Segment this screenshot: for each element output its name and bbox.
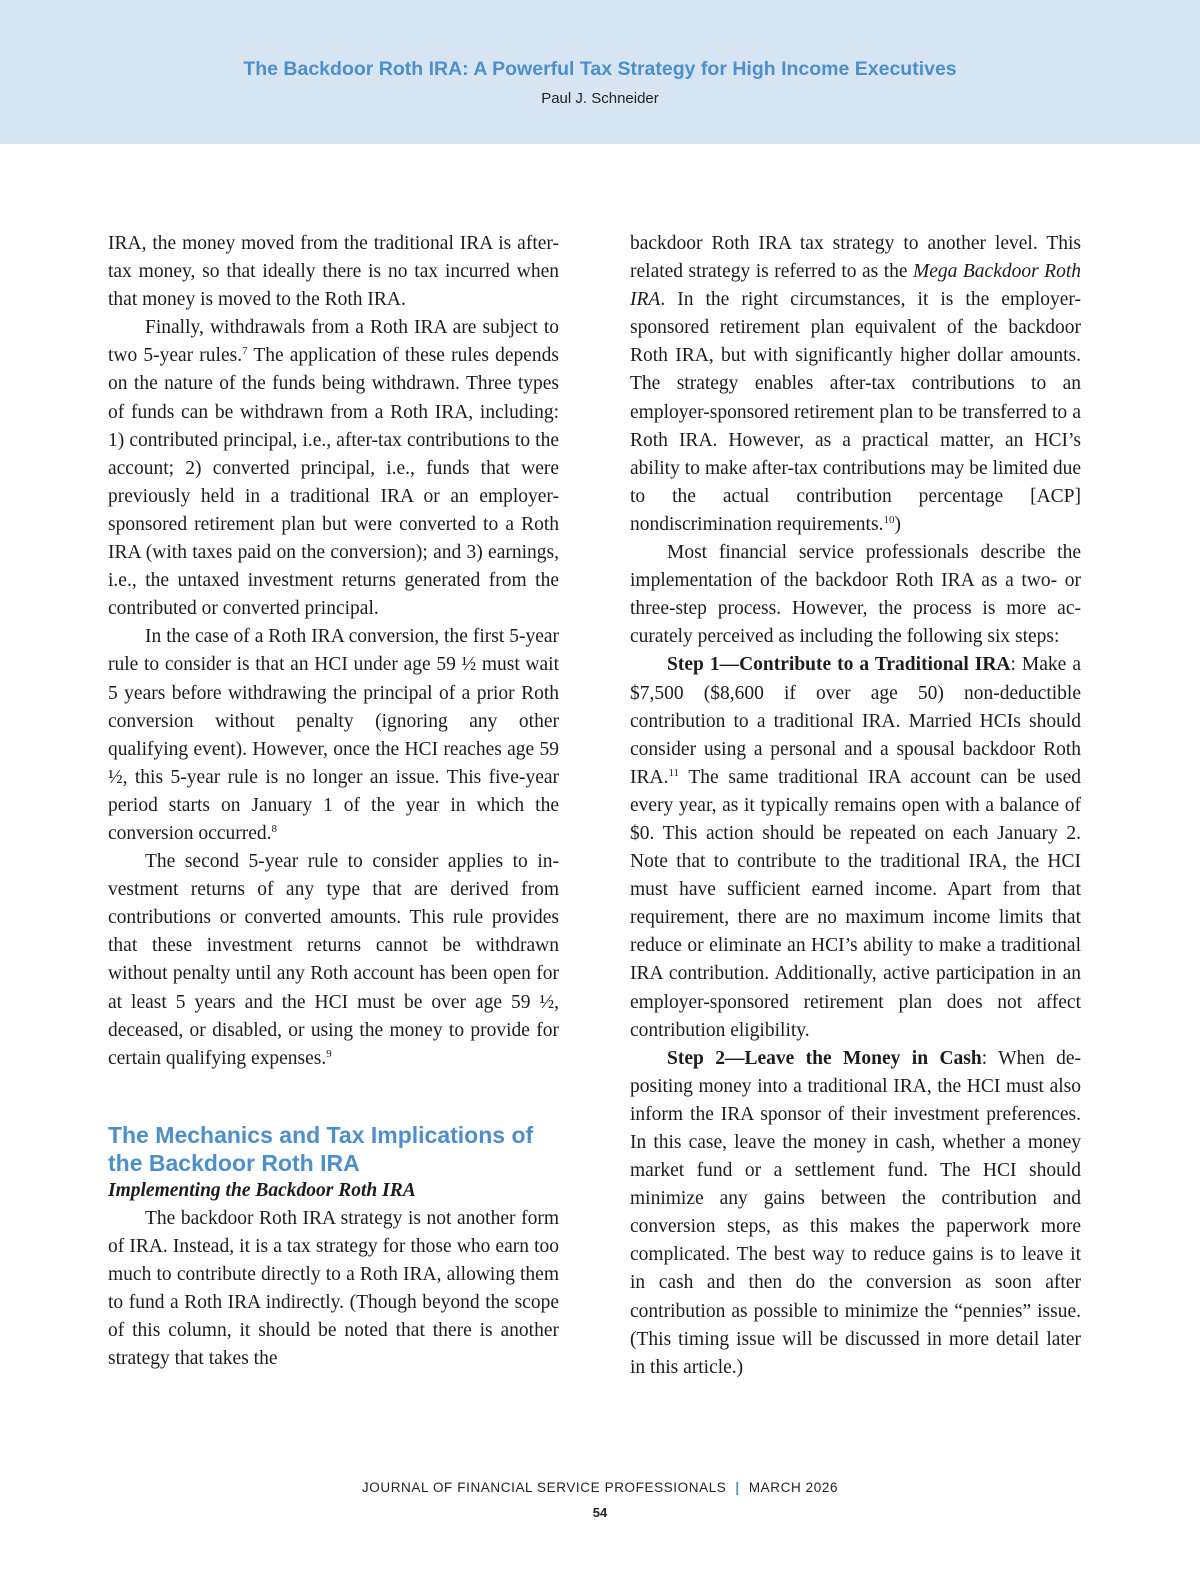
step-2-label: Step 2—Leave the Money in Cash [667, 1047, 982, 1069]
sub-heading: Implementing the Backdoor Roth IRA [108, 1179, 416, 1201]
footnote-ref: 11 [668, 766, 680, 779]
paragraph: The second 5-year rule to consider applies to investment returns of any type that are derived from contributions or converted amounts. This rule provides that these investment returns cannot be withdrawn without penalty until any Roth account has been open for at least 5 years and the HCI must be over age 59 ½, deceased, or disabled, or using the money to provide for certain qualifying expenses.$^9$ [108, 851, 559, 1069]
paragraph: The backdoor Roth IRA strategy is not another form of IRA. Instead, it is a tax strategy for those who earn too much to contribute directly to a Roth IRA, allowing them to fund a Roth IRA indirectly. (Though beyond the scope of this column, it should be noted that there is another strategy that takes the [108, 1207, 559, 1370]
paragraph: Finally, withdrawals from a Roth IRA are subject to two 5-year rules.$^7$ The application of these rules depends on the nature of the funds being withdrawn. Three types of funds can be withdrawn from a Roth IRA, including: 1) contributed principal, i.e., after-tax contributions to the account; 2) converted principal, i.e., funds that were previously held in a traditional IRA or an employer-sponsored retirement plan but were converted to a Roth IRA (with taxes paid on the conversion); and 3) earnings, i.e., the untaxed investment returns generated from the contributed or converted principal. [108, 317, 560, 620]
paragraph: backdoor Roth IRA tax strategy to another level. This related strategy is referred to as the Mega Backdoor Roth IRA. In the right circumstances, it is the employer-sponsored retirement plan equivalent of the backdoor Roth IRA, but with significantly higher dollar amounts. The strategy enables after-tax contributions to an employer-sponsored retirement plan to be transferred to a Roth IRA. However, as a practical matter, an HCI’s ability to make after-tax contributions may be limited due to the actual contribution percentage [ACP] nondiscrimination requirements.$^{10}$) [630, 233, 1081, 535]
right-column [630, 230, 1081, 1382]
journal-name: JOURNAL OF FINANCIAL SERVICE PROFESSIONALS [361, 1480, 727, 1495]
step-2-paragraph: Step 2—Leave the Money in Cash: When depositing money into a traditional IRA, the HCI must also inform the IRA sponsor of their investment preferences. In this case, leave the money in cash, whether a money market fund or a settlement fund. The HCI should minimize any gains between the contribution and conversion steps, as this makes the paperwork more complicated. The best way to reduce gains is to leave it in cash and then do the conversion as soon after contribution as possible to minimize the “pennies” issue. (This timing issue will be discussed in more detail later in this article.) [630, 1047, 1081, 1378]
term-mega-backdoor: Mega Backdoor Roth IRA [630, 261, 1081, 311]
paragraph: IRA, the money moved from the traditional IRA is after-tax money, so that ideally there is no tax incurred when that money is moved to the Roth IRA. [108, 233, 559, 311]
page-footer [0, 1480, 1200, 1495]
footnote-ref: 8 [271, 822, 278, 835]
footer-separator: | [735, 1480, 740, 1495]
step-1-label: Step 1—Contribute to a Traditional IRA [667, 654, 1011, 676]
page-number: 54 [592, 1505, 608, 1520]
footnote-ref: 7 [242, 345, 248, 358]
footnote-ref: 9 [326, 1047, 332, 1060]
step-1-paragraph: Step 1—Contribute to a Traditional IRA: Make a $7,500 ($8,600 if over age 50) non-deductible contribution to a traditional IRA. Married HCIs should consider using a personal and a spousal backdoor Roth IRA.$^{11}$ The same traditional IRA account can be used every year, as it typically remains open with a balance of $0. This action should be repeated on each January 2. Note that to contribute to the traditional IRA, the HCI must have sufficient earned income. Apart from that requirement, there are no maximum income limits that reduce or eliminate an HCI’s ability to make a traditional IRA contribution. Additionally, active participation in an employer-sponsored retirement plan does not affect contribution eligibility. [630, 654, 1081, 1041]
footnote-ref: 10 [883, 513, 895, 526]
paragraph: Most financial service professionals describe the implementation of the backdoor Roth IRA as a two- or three-step process. However, the process is more accurately perceived as including the following six steps: [630, 542, 1081, 648]
running-author: Paul J. Schneider [541, 90, 659, 107]
page-header [0, 0, 1200, 144]
left-column [108, 230, 559, 1373]
paragraph: In the case of a Roth IRA conversion, the first 5-year rule to consider is that an HCI under age 59 ½ must wait 5 years before withdrawing the principal of a prior Roth conversion without penalty (ignoring any other qualifying event). However, once the HCI reaches age 59 ½, this 5-year rule is no longer an issue. This five-year period starts on January 1 of the year in which the conversion occurred.$^8$ [108, 626, 559, 844]
section-heading: The Mechanics and Tax Implications of the Backdoor Roth IRA [108, 1121, 534, 1176]
running-title: The Backdoor Roth IRA: A Powerful Tax Strategy for High Income Executives [243, 58, 957, 80]
issue-date: MARCH 2026 [748, 1480, 839, 1495]
